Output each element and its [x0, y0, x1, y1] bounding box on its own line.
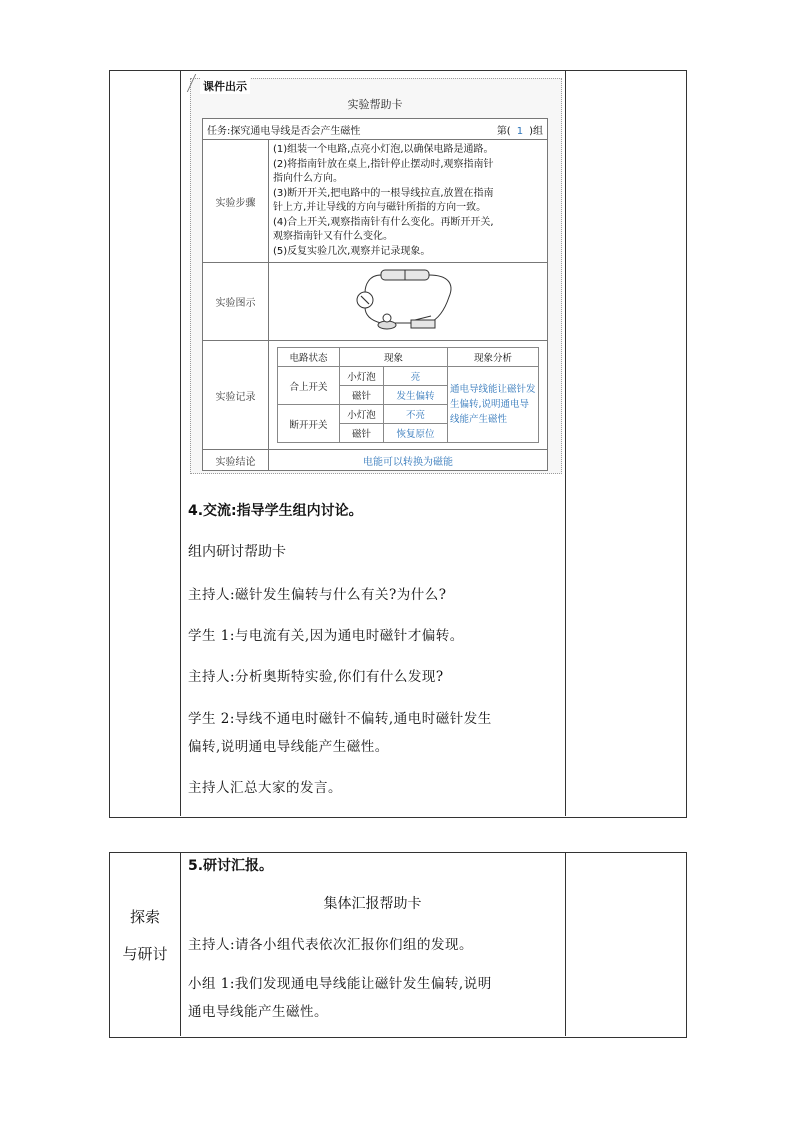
section4-heading: 4.交流:指导学生组内讨论。 [188, 503, 363, 519]
analysis-text: 通电导线能让磁针发生偏转,说明通电导线能产生磁性 [448, 367, 539, 443]
dialog-line: 主持人汇总大家的发言。 [188, 780, 342, 796]
needle-label: 磁针 [340, 386, 384, 405]
dialog-line: 学生 2:导线不通电时磁针不偏转,通电时磁针发生 [188, 711, 492, 727]
stage-label-line2: 与研讨 [122, 945, 168, 963]
report-line: 通电导线能产生磁性。 [188, 1004, 328, 1020]
stage-label-line1: 探索 [129, 908, 160, 926]
column-divider [180, 852, 181, 1036]
report-line: 小组 1:我们发现通电导线能让磁针发生偏转,说明 [188, 976, 492, 992]
dialog-line: 偏转,说明通电导线能产生磁性。 [188, 739, 389, 755]
circuit-diagram-image [269, 263, 547, 337]
section5-card-title: 集体汇报帮助卡 [323, 896, 422, 912]
task-row: 任务:探究通电导线是否会产生磁性 第( 1 )组 [203, 119, 548, 140]
header-analysis: 现象分析 [448, 348, 539, 367]
circuit-diagram [269, 263, 548, 341]
switch-on-label: 合上开关 [278, 367, 340, 405]
courseware-tag: 课件出示 [200, 78, 250, 94]
diagram-label: 实验图示 [203, 263, 269, 341]
column-divider [180, 70, 181, 816]
conclusion-label: 实验结论 [203, 450, 269, 471]
dialog-line: 主持人:磁针发生偏转与什么有关?为什么? [188, 587, 447, 603]
dialog-line: 学生 1:与电流有关,因为通电时磁针才偏转。 [188, 628, 464, 644]
group-number: 第( 1 )组 [496, 125, 543, 137]
steps-label: 实验步骤 [203, 140, 269, 263]
header-circuit-state: 电路状态 [278, 348, 340, 367]
on-bulb-result: 亮 [384, 367, 448, 386]
experiment-card-title: 实验帮助卡 [347, 98, 403, 111]
record-label: 实验记录 [203, 341, 269, 450]
dialog-line: 主持人:分析奥斯特实验,你们有什么发现? [188, 669, 444, 685]
record-cell [269, 341, 548, 450]
bulb-label: 小灯泡 [340, 367, 384, 386]
column-divider [565, 70, 566, 816]
section5-heading: 5.研讨汇报。 [188, 858, 274, 874]
experiment-table [202, 118, 548, 471]
off-needle-result: 恢复原位 [384, 424, 448, 443]
header-phenomenon: 现象 [340, 348, 448, 367]
off-bulb-result: 不亮 [384, 405, 448, 424]
report-line: 主持人:请各小组代表依次汇报你们组的发现。 [188, 937, 474, 953]
record-table [277, 347, 539, 443]
needle-label: 磁针 [340, 424, 384, 443]
steps-list: (1)组装一个电路,点亮小灯泡,以确保电路是通路。 (2)将指南针放在桌上,指针停止摆动时,观察指南针 指向什么方向。 (3)断开开关,把电路中的一根导线拉直,放置在指南 针上方,并让导线的方向与磁针所指的方向一致。 (4)合上开关,观察指南针有什么变化。再断开开关, 观察指南针又有什么变化。 (5)反复实验几次,观察并记录现象。 [269, 140, 548, 263]
conclusion-text: 电能可以转换为磁能 [269, 450, 548, 471]
column-divider [565, 852, 566, 1036]
bulb-label: 小灯泡 [340, 405, 384, 424]
on-needle-result: 发生偏转 [384, 386, 448, 405]
switch-off-label: 断开开关 [278, 405, 340, 443]
section4-card-title: 组内研讨帮助卡 [188, 544, 286, 560]
